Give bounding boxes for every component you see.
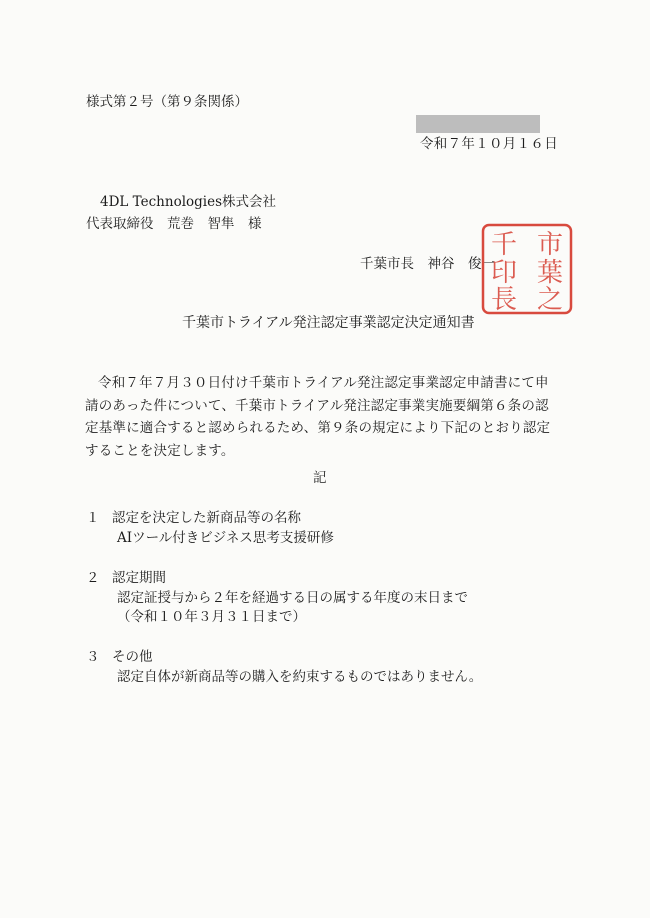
- body-paragraph: 令和７年７月３０日付け千葉市トライアル発注認定事業認定申請書にて申請のあった件について、千葉市トライアル発注認定事業実施要綱第６条の認定基準に適合すると認められるため、第９条の規定により下記のとおり認定することを決定します。: [85, 375, 551, 459]
- item-heading: その他: [112, 649, 153, 665]
- recipient-company: 4DL Technologies株式会社: [100, 194, 277, 210]
- redacted-field: [416, 115, 540, 133]
- seal-char: 市: [536, 230, 564, 260]
- item-line: （令和１０年３月３１日まで）: [117, 609, 306, 625]
- item-number: ２: [86, 570, 100, 586]
- seal-char: 長: [490, 285, 518, 315]
- item-line: AIツール付きビジネス思考支援研修: [117, 530, 334, 546]
- document-title: 千葉市トライアル発注認定事業認定決定通知書: [182, 315, 475, 331]
- official-seal-stamp: [480, 222, 574, 316]
- item-heading: 認定を決定した新商品等の名称: [112, 510, 301, 526]
- form-number: 様式第２号（第９条関係）: [86, 94, 248, 110]
- item-number: ３: [86, 649, 100, 665]
- sender-name: 千葉市長 神谷 俊一: [360, 256, 495, 272]
- seal-char: 葉: [536, 258, 564, 288]
- item-line: 認定自体が新商品等の購入を約束するものではありません。: [117, 669, 483, 685]
- item-line: 認定証授与から２年を経過する日の属する年度の末日まで: [117, 590, 468, 606]
- seal-char: 印: [490, 258, 518, 288]
- ki-marker: 記: [313, 470, 327, 486]
- seal-char: 之: [536, 285, 564, 315]
- seal-char: 千: [490, 230, 518, 260]
- item-heading: 認定期間: [112, 570, 166, 586]
- recipient-representative: 代表取締役 荒巻 智隼 様: [86, 216, 262, 232]
- item-number: １: [86, 510, 100, 526]
- issue-date: 令和７年１０月１６日: [420, 136, 558, 152]
